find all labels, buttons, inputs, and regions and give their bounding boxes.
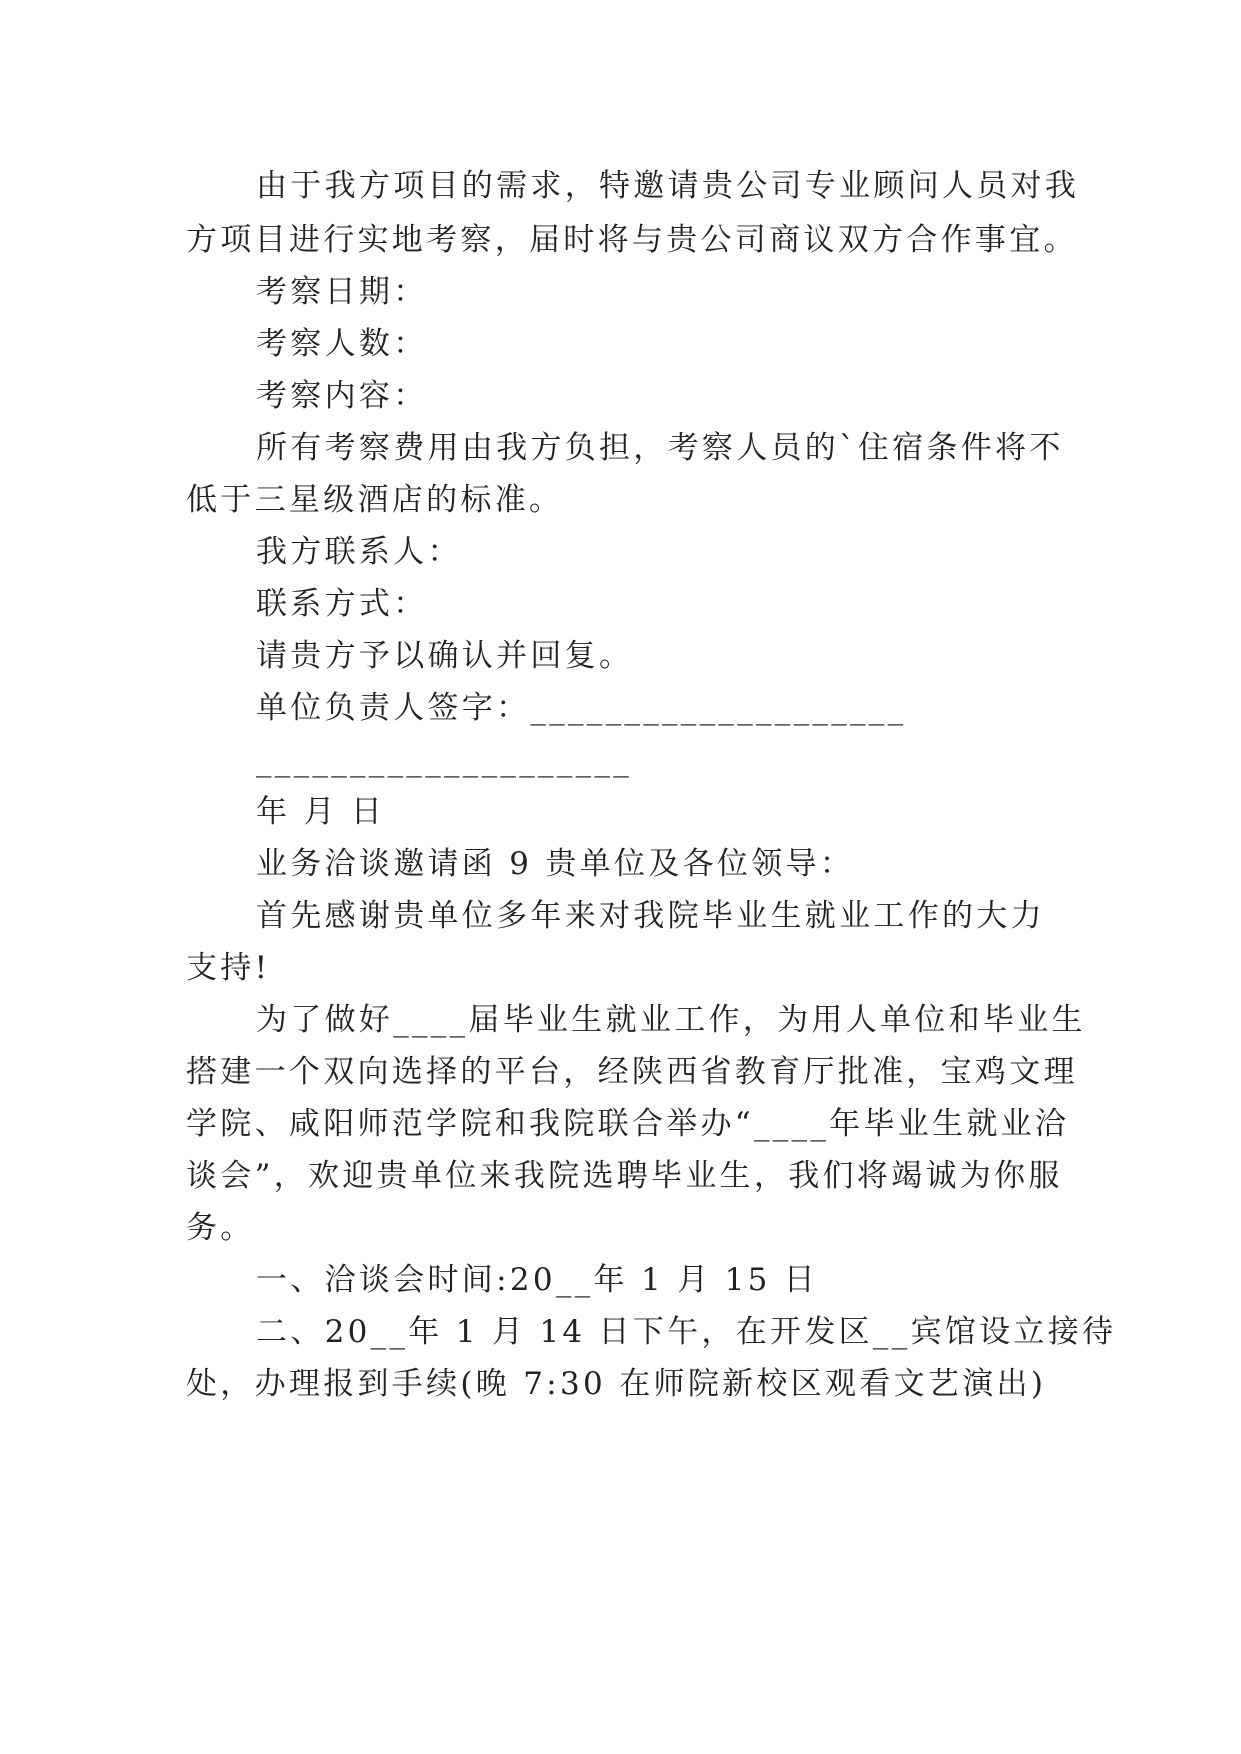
text-line: 处，办理报到手续(晚 7:30 在师院新校区观看文艺演出) xyxy=(186,1366,1047,1402)
text-line: 方项目进行实地考察，届时将与贵公司商议双方合作事宜。 xyxy=(186,222,1078,258)
text-line: 由于我方项目的需求，特邀请贵公司专业顾问人员对我 xyxy=(256,168,1080,204)
text-line: 一、洽谈会时间:20__年 1 月 15 日 xyxy=(256,1262,819,1298)
text-line: 谈会”，欢迎贵单位来我院选聘毕业生，我们将竭诚为你服 xyxy=(186,1158,1063,1194)
text-line: 首先感谢贵单位多年来对我院毕业生就业工作的大力 xyxy=(256,898,1045,934)
text-line: 为了做好____届毕业生就业工作，为用人单位和毕业生 xyxy=(256,1002,1086,1038)
text-line: 学院、咸阳师范学院和我院联合举办“____年毕业生就业洽 xyxy=(186,1106,1070,1142)
text-line: 搭建一个双向选择的平台，经陕西省教育厅批准，宝鸡文理 xyxy=(186,1054,1078,1090)
text-line: 我方联系人： xyxy=(256,534,462,570)
text-line: 业务洽谈邀请函 9 贵单位及各位领导： xyxy=(256,846,855,882)
text-line: 务。 xyxy=(186,1210,255,1246)
text-line: 考察日期： xyxy=(256,274,428,310)
text-line: 考察人数： xyxy=(256,326,428,362)
text-line: 所有考察费用由我方负担，考察人员的`住宿条件将不 xyxy=(256,430,1064,466)
text-line: 请贵方予以确认并回复。 xyxy=(256,638,634,674)
text-line: 二、20__年 1 月 14 日下午，在开发区__宾馆设立接待 xyxy=(256,1314,1117,1350)
text-line: 支持! xyxy=(186,950,271,986)
signature-line: 单位负责人签字：____________________ xyxy=(256,690,907,726)
text-line: 考察内容： xyxy=(256,378,428,414)
signature-underline: ____________________ xyxy=(256,742,632,778)
text-line: 联系方式： xyxy=(256,586,428,622)
text-line: 低于三星级酒店的标准。 xyxy=(186,482,564,518)
date-line: 年 月 日 xyxy=(256,794,386,830)
